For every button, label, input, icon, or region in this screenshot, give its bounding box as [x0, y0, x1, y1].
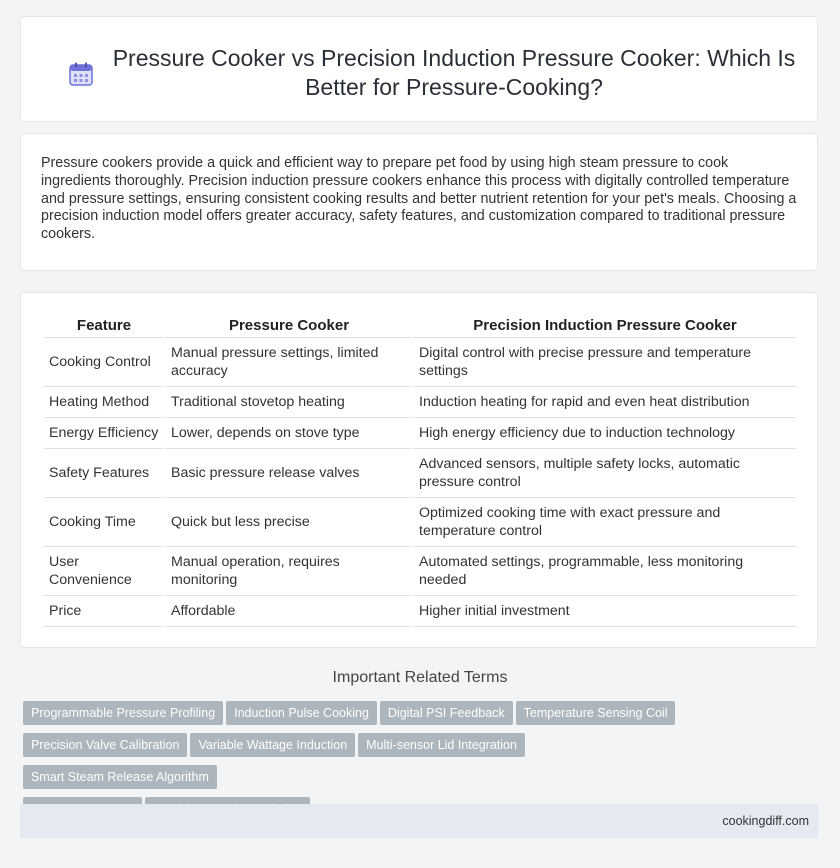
table-cell: Optimized cooking time with exact pressure and temperature control	[414, 498, 796, 547]
comparison-table	[42, 314, 798, 627]
footer	[20, 804, 818, 838]
table-cell: Cooking Time	[44, 498, 164, 547]
tag-link[interactable]: Smart Steam Release Algorithm	[23, 765, 217, 789]
table-cell: Energy Efficiency	[44, 418, 164, 449]
table-row	[44, 498, 796, 547]
table-cell: Basic pressure release valves	[166, 449, 412, 498]
comparison-table-card	[20, 292, 818, 648]
table-row	[44, 547, 796, 596]
table-row	[44, 387, 796, 418]
table-cell: Price	[44, 596, 164, 627]
header-feature: Feature	[44, 314, 164, 338]
table-cell: Digital control with precise pressure and temperature settings	[414, 338, 796, 387]
table-cell: Automated settings, programmable, less monitoring needed	[414, 547, 796, 596]
table-row	[44, 338, 796, 387]
table-cell: User Convenience	[44, 547, 164, 596]
table-cell: Manual operation, requires monitoring	[166, 547, 412, 596]
table-row	[44, 418, 796, 449]
table-cell: High energy efficiency due to induction technology	[414, 418, 796, 449]
table-cell: Cooking Control	[44, 338, 164, 387]
table-header-row	[44, 314, 796, 338]
title-card	[20, 16, 818, 122]
header-precision-induction: Precision Induction Pressure Cooker	[414, 314, 796, 338]
tag-link[interactable]: Multi-sensor Lid Integration	[358, 733, 525, 757]
tag-link[interactable]: Induction Pulse Cooking	[226, 701, 377, 725]
tag-link[interactable]: Temperature Sensing Coil	[516, 701, 676, 725]
page-title: Pressure Cooker vs Precision Induction Pressure Cooker: Which Is Better for Pressure-Cooking?	[112, 45, 796, 100]
table-cell: Lower, depends on stove type	[166, 418, 412, 449]
tag-link[interactable]: Programmable Pressure Profiling	[23, 701, 223, 725]
table-cell: Heating Method	[44, 387, 164, 418]
footer-site-link[interactable]: cookingdiff.com	[722, 814, 809, 828]
table-cell: Advanced sensors, multiple safety locks, automatic pressure control	[414, 449, 796, 498]
table-cell: Affordable	[166, 596, 412, 627]
header-pressure-cooker: Pressure Cooker	[166, 314, 412, 338]
table-cell: Safety Features	[44, 449, 164, 498]
intro-card	[20, 133, 818, 271]
table-cell: Traditional stovetop heating	[166, 387, 412, 418]
table-cell: Induction heating for rapid and even heat distribution	[414, 387, 796, 418]
table-cell: Manual pressure settings, limited accuracy	[166, 338, 412, 387]
tag-link[interactable]: Precision Valve Calibration	[23, 733, 187, 757]
table-cell: Higher initial investment	[414, 596, 796, 627]
tag-link[interactable]: Variable Wattage Induction	[190, 733, 355, 757]
table-cell: Quick but less precise	[166, 498, 412, 547]
related-terms-title: Important Related Terms	[332, 669, 508, 686]
table-row	[44, 596, 796, 627]
intro-paragraph: Pressure cookers provide a quick and efficient way to prepare pet food by using high steam pressure to cook ingredients thoroughly. Precision induction pressure cookers enhance this process with digitally controlled temperature and pressure settings, ensuring consistent cooking results and better nutrient retention for your pet's meals. Choosing a precision induction model offers greater accuracy, safety features, and customization compared to traditional pressure cookers.	[41, 155, 797, 243]
table-row	[44, 449, 796, 498]
tag-link[interactable]: Digital PSI Feedback	[380, 701, 513, 725]
